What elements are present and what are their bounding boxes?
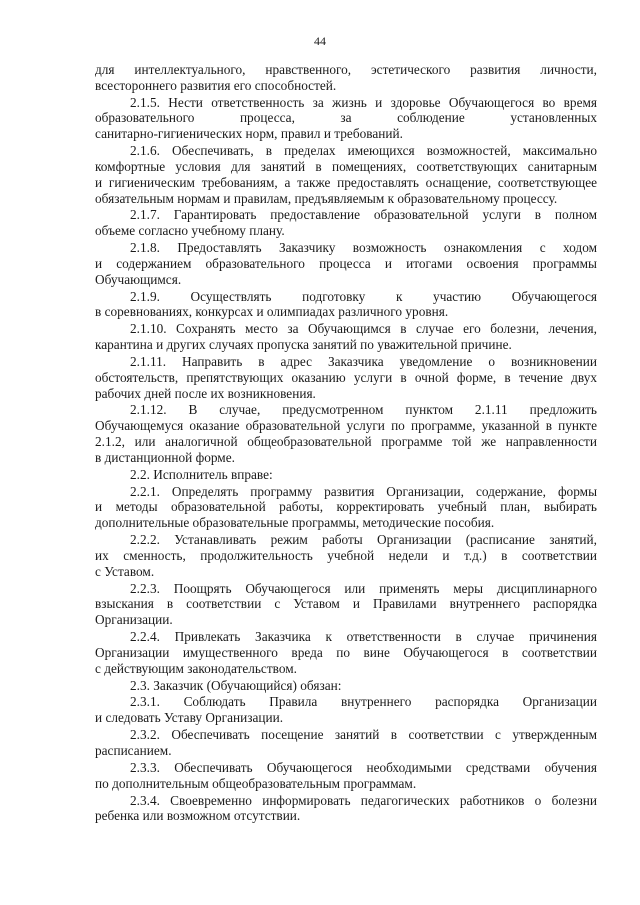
text-line: 2.2.3. Поощрять Обучающегося или применять меры дисциплинарного xyxy=(130,580,597,596)
paragraph xyxy=(95,143,597,206)
text-line: 2.3.3. Обеспечивать Обучающегося необходимыми средствами обучения xyxy=(130,759,597,775)
paragraph xyxy=(95,678,597,694)
paragraph xyxy=(95,289,597,321)
text-line: 2.1.10. Сохранять место за Обучающимся в случае его болезни, лечения, xyxy=(130,321,597,337)
text-line: и содержанием образовательного процесса и итогами освоения программы xyxy=(95,255,597,271)
text-line: карантина и других случаях пропуска занятий по уважительной причине. xyxy=(95,337,512,353)
text-line: с Уставом. xyxy=(95,563,155,579)
text-line: 2.1.11. Направить в адрес Заказчика уведомление о возникновении xyxy=(130,354,597,369)
text-line: 2.1.7. Гарантировать предоставление образовательной услуги в полном xyxy=(130,207,597,223)
paragraph xyxy=(95,467,597,483)
text-line: и следовать Уставу Организации. xyxy=(95,710,284,726)
document-body xyxy=(95,62,597,825)
text-line: их сменность, продолжительность учебной недели и т.д.) в соответствии xyxy=(95,547,597,563)
text-line: образовательного процесса, за соблюдение установленных xyxy=(95,110,597,126)
text-line: и гигиеническим требованиям, а также предоставлять оснащение, соответствующее xyxy=(95,174,597,190)
text-line: по дополнительным общеобразовательным программам. xyxy=(95,775,417,791)
text-line: и методы образовательной работы, корректировать учебный план, выбирать xyxy=(95,499,597,515)
text-line: Обучающимся. xyxy=(95,271,182,287)
paragraph xyxy=(95,727,597,759)
text-line: 2.1.2, или аналогичной общеобразовательной программе той же направленности xyxy=(95,434,597,450)
paragraph xyxy=(95,354,597,401)
text-line: 2.3.1. Соблюдать Правила внутреннего распорядка Организации xyxy=(130,694,597,710)
text-line: 2.2.1. Определять программу развития Организации, содержание, формы xyxy=(130,483,597,499)
text-line: Организации. xyxy=(95,612,173,628)
text-line: 2.1.12. В случае, предусмотренном пунктом 2.1.11 предложить xyxy=(130,402,597,418)
paragraph xyxy=(95,694,597,726)
text-line: 2.1.5. Нести ответственность за жизнь и здоровье Обучающегося во время xyxy=(130,94,597,110)
text-line: обстоятельств, препятствующих оказанию услуги в очной форме, в течение двух xyxy=(95,369,597,385)
text-line: с действующим законодательством. xyxy=(95,660,297,676)
text-line: взыскания в соответствии с Уставом и Правилами внутреннего распорядка xyxy=(95,596,597,612)
page-number: 44 xyxy=(314,34,326,48)
text-line: в дистанционной форме. xyxy=(95,449,235,465)
paragraph xyxy=(95,793,597,825)
text-line: дополнительные образовательные программы, методические пособия. xyxy=(95,515,495,531)
paragraph xyxy=(95,321,597,353)
text-line: 2.3.2. Обеспечивать посещение занятий в соответствии с утвержденным xyxy=(130,727,597,743)
paragraph xyxy=(95,629,597,676)
paragraph xyxy=(95,532,597,579)
text-line: ребенка или возможном отсутствии. xyxy=(95,808,301,824)
text-line: 2.1.9. Осуществлять подготовку к участию Обучающегося xyxy=(130,288,597,304)
text-line: Организации имущественного вреда по вине Обучающегося в соответствии xyxy=(95,644,597,660)
paragraph xyxy=(95,62,597,94)
paragraph xyxy=(95,402,597,465)
text-line: 2.3.4. Своевременно информировать педагогических работников о болезни xyxy=(130,792,597,808)
text-line: расписанием. xyxy=(95,742,172,758)
text-line: санитарно-гигиенических норм, правил и требований. xyxy=(95,126,403,142)
paragraph xyxy=(95,95,597,142)
text-line: 2.2. Исполнитель вправе: xyxy=(130,466,273,482)
text-line: 2.2.2. Устанавливать режим работы Организации (расписание занятий, xyxy=(130,532,597,548)
text-line: 2.3. Заказчик (Обучающийся) обязан: xyxy=(130,677,342,693)
paragraph xyxy=(95,240,597,287)
text-line: рабочих дней после их возникновения. xyxy=(95,385,316,401)
text-line: 2.1.8. Предоставлять Заказчику возможность ознакомления с ходом xyxy=(130,240,597,256)
paragraph xyxy=(95,207,597,239)
text-line: 2.1.6. Обеспечивать, в пределах имеющихся возможностей, максимально xyxy=(130,143,597,159)
paragraph xyxy=(95,760,597,792)
text-line: в соревнованиях, конкурсах и олимпиадах различного уровня. xyxy=(95,304,449,320)
text-line: Обучающемуся оказание образовательной услуги по программе, указанной в пункте xyxy=(95,418,597,434)
text-line: всестороннего развития его способностей. xyxy=(95,77,337,93)
text-line: комфортные условия для занятий в помещениях, соответствующих санитарным xyxy=(95,158,597,174)
paragraph xyxy=(95,581,597,628)
text-line: для интеллектуального, нравственного, эстетического развития личности, xyxy=(95,62,597,77)
paragraph xyxy=(95,484,597,531)
text-line: обязательным нормам и правилам, предъявляемым к образовательному процессу. xyxy=(95,190,558,206)
text-line: 2.2.4. Привлекать Заказчика к ответственности в случае причинения xyxy=(130,629,597,645)
text-line: объеме согласно учебному плану. xyxy=(95,223,285,239)
